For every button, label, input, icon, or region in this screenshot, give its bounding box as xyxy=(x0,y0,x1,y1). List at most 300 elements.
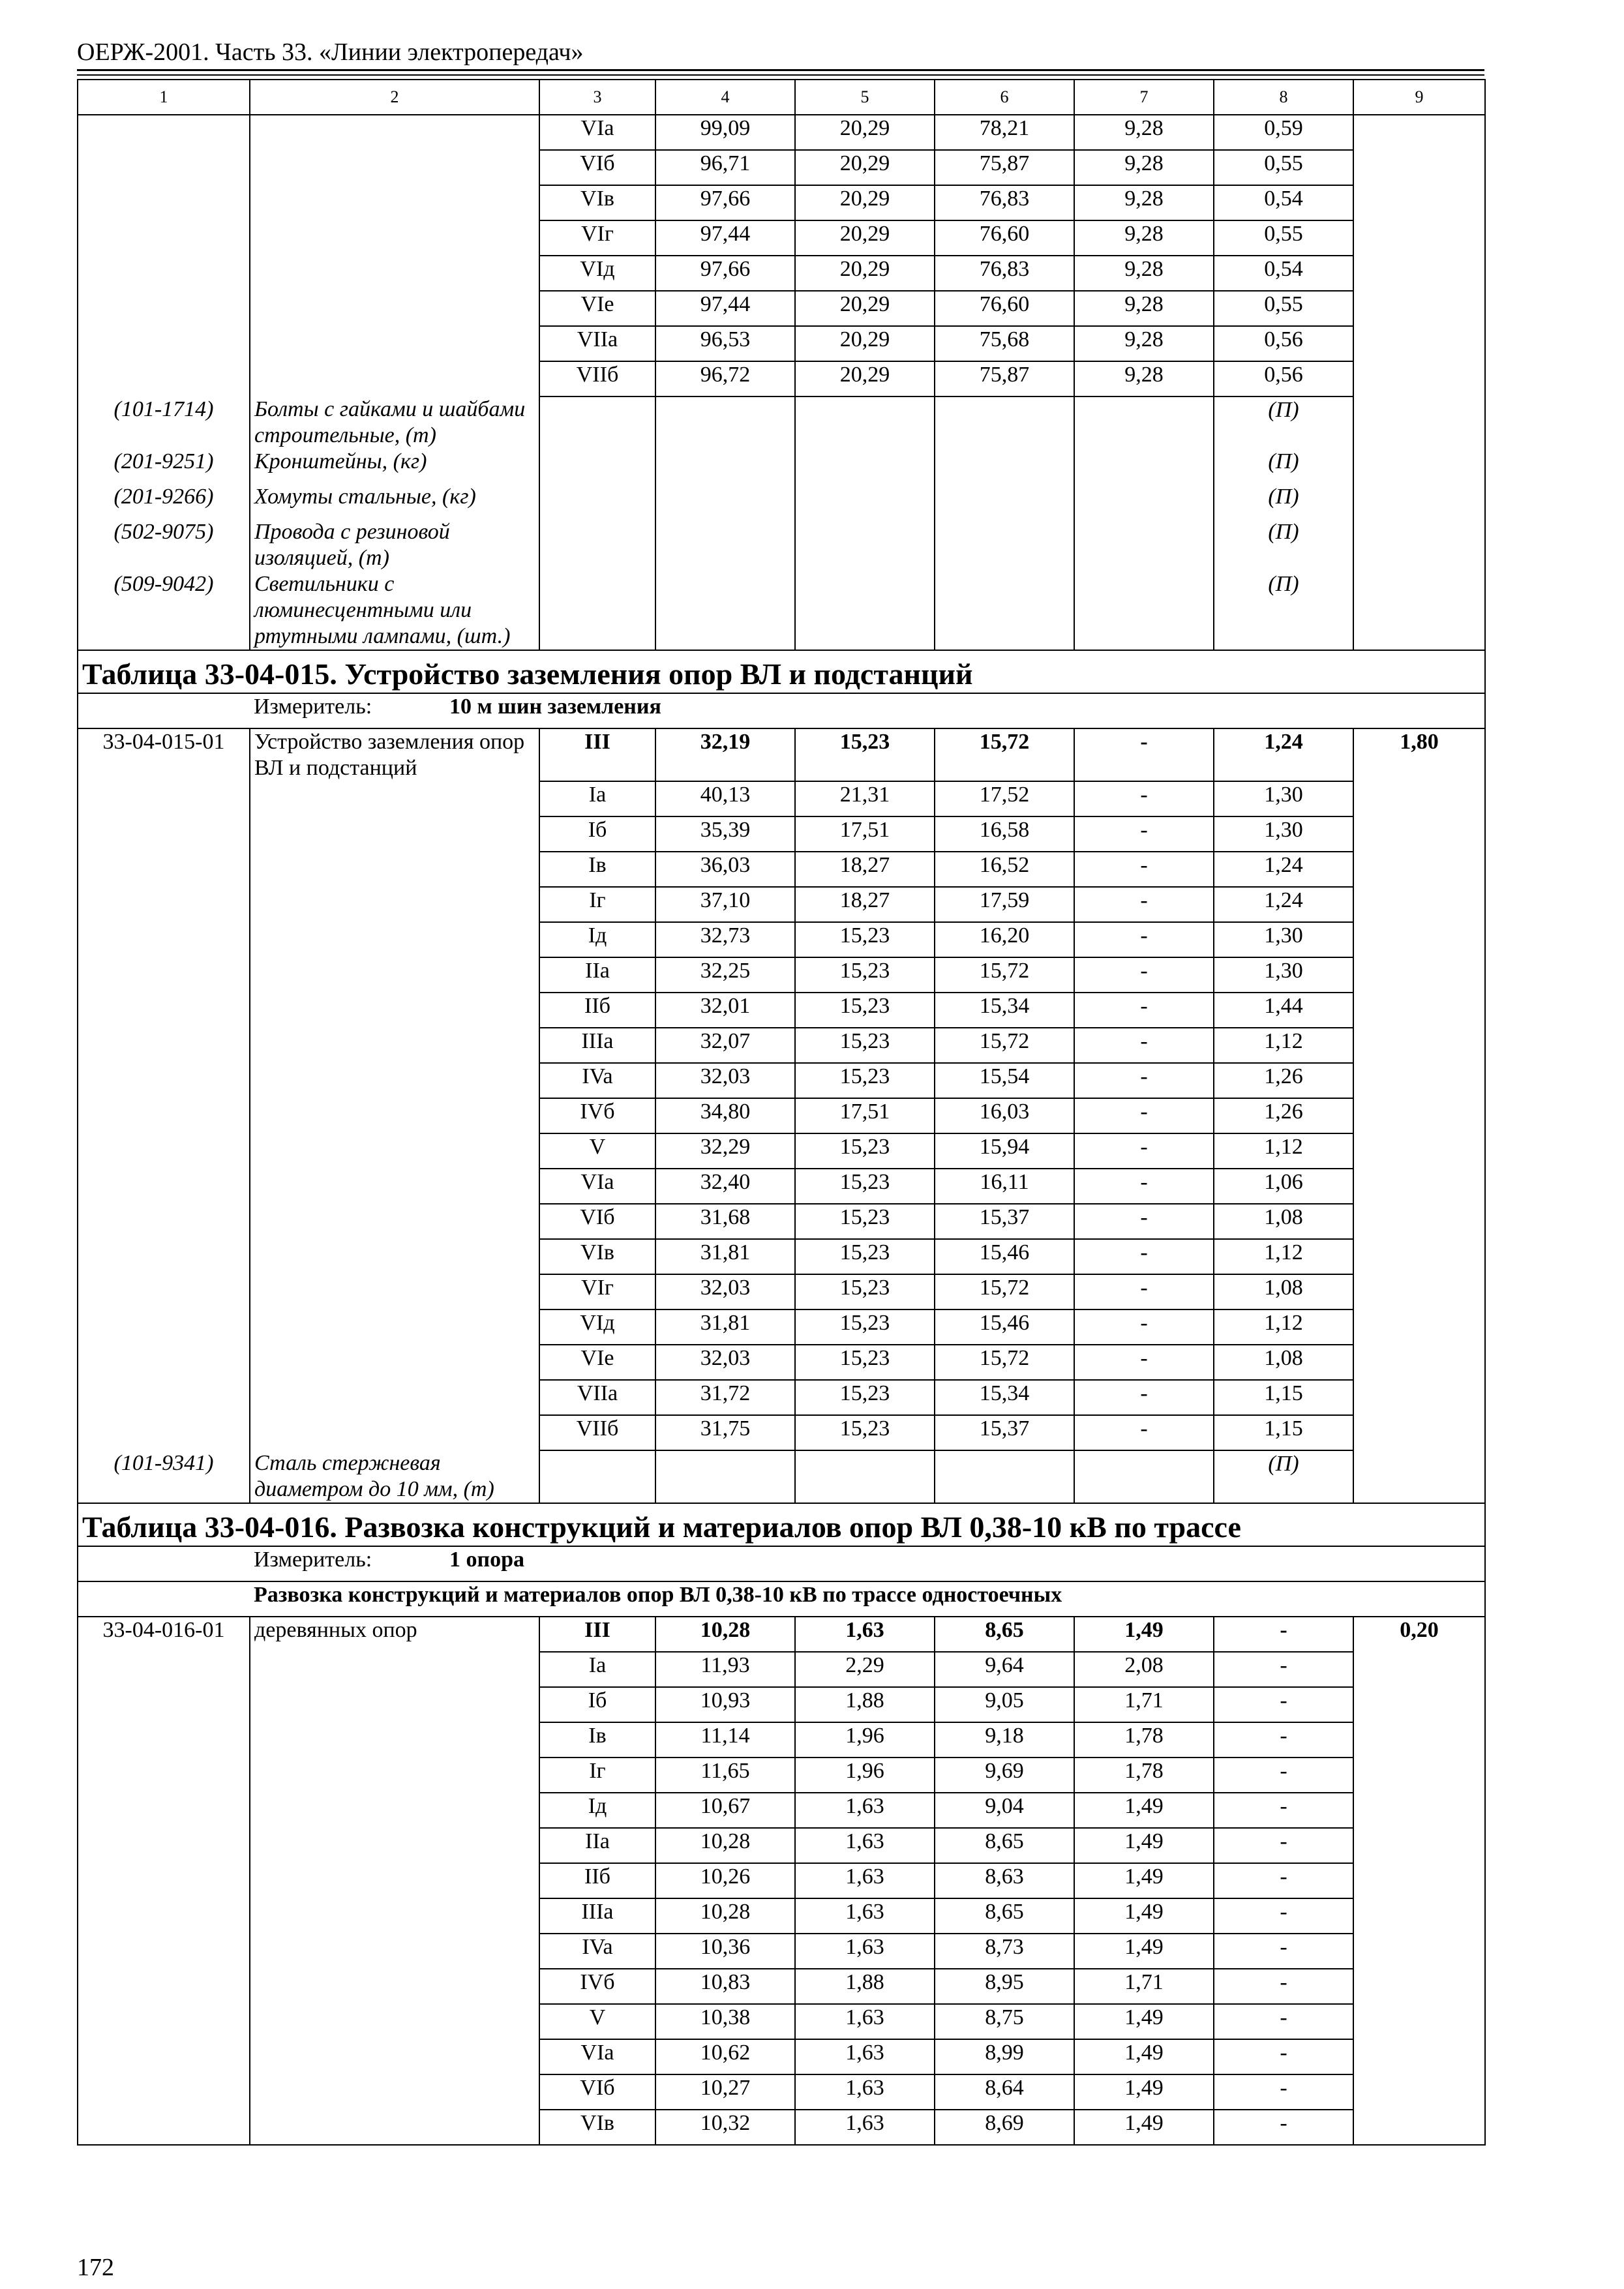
table-cell: VIб xyxy=(539,150,655,185)
table-cell: VIIa xyxy=(539,326,655,361)
table-cell: 15,23 xyxy=(795,1169,935,1204)
table-cell xyxy=(78,1934,250,1969)
table-row xyxy=(78,1898,1485,1934)
table-cell: 1,63 xyxy=(795,2074,935,2110)
table-cell: 1,30 xyxy=(1214,781,1353,816)
table-cell: 10,32 xyxy=(655,2110,795,2145)
table-cell: 15,23 xyxy=(795,1063,935,1098)
coefficient: 1,80 xyxy=(1353,728,1485,781)
table-cell: 15,37 xyxy=(935,1415,1074,1450)
table-cell: VIв xyxy=(539,1239,655,1274)
table-cell: 0,54 xyxy=(1214,185,1353,220)
table-cell: 1,15 xyxy=(1214,1415,1353,1450)
rate-code: 33-04-015-01 xyxy=(78,728,250,781)
table-cell: Iб xyxy=(539,1687,655,1722)
table-cell: IIб xyxy=(539,993,655,1028)
table-row xyxy=(78,1793,1485,1828)
column-number: 6 xyxy=(935,80,1074,115)
table-cell: VIa xyxy=(539,115,655,150)
table-cell xyxy=(250,115,539,150)
table-cell: IIa xyxy=(539,1828,655,1863)
table-cell xyxy=(1074,396,1214,449)
table-cell xyxy=(1353,816,1485,852)
table-cell xyxy=(78,2039,250,2074)
material-name: Болты с гайками и шайбами строительные, (т) xyxy=(250,396,539,449)
table-cell: 32,03 xyxy=(655,1063,795,1098)
table-cell xyxy=(78,361,250,396)
table-cell: 10,38 xyxy=(655,2004,795,2039)
table-cell: IIб xyxy=(539,1863,655,1898)
table-cell: 1,49 xyxy=(1074,1828,1214,1863)
table-row xyxy=(78,1063,1485,1098)
table-cell: 1,30 xyxy=(1214,816,1353,852)
table-cell: VIIб xyxy=(539,1415,655,1450)
table-cell xyxy=(78,1309,250,1345)
material-row xyxy=(78,449,1485,484)
table-row xyxy=(78,1828,1485,1863)
table-cell: 15,23 xyxy=(795,728,935,781)
table-cell xyxy=(1353,256,1485,291)
table-cell xyxy=(1353,1898,1485,1934)
table-cell: - xyxy=(1074,1204,1214,1239)
table-cell: Ia xyxy=(539,781,655,816)
table-cell xyxy=(1353,993,1485,1028)
table-cell xyxy=(250,1828,539,1863)
table-cell xyxy=(1074,1450,1214,1503)
table-cell: 36,03 xyxy=(655,852,795,887)
table-cell: 9,28 xyxy=(1074,150,1214,185)
table-cell xyxy=(250,781,539,816)
table-cell xyxy=(250,1204,539,1239)
measure-unit xyxy=(250,1546,1485,1581)
table-cell xyxy=(78,2110,250,2145)
table-row xyxy=(78,957,1485,993)
table-cell xyxy=(1353,957,1485,993)
table-cell xyxy=(1353,1969,1485,2004)
table-cell: 8,69 xyxy=(935,2110,1074,2145)
column-number: 8 xyxy=(1214,80,1353,115)
table-cell xyxy=(78,185,250,220)
table-cell xyxy=(935,1450,1074,1503)
table-row xyxy=(78,256,1485,291)
table-cell: 75,68 xyxy=(935,326,1074,361)
material-code: (509-9042) xyxy=(78,571,250,650)
table-cell xyxy=(795,571,935,650)
table-cell: 10,62 xyxy=(655,2039,795,2074)
table-cell: VIв xyxy=(539,2110,655,2145)
table-cell xyxy=(1353,291,1485,326)
table-cell: VIIб xyxy=(539,361,655,396)
table-cell: Iг xyxy=(539,1758,655,1793)
rates-table xyxy=(77,79,1486,2146)
table-cell: 1,26 xyxy=(1214,1063,1353,1098)
table-cell: - xyxy=(1214,1898,1353,1934)
table-cell: 31,75 xyxy=(655,1415,795,1450)
table-cell: VIa xyxy=(539,2039,655,2074)
table-cell xyxy=(1353,150,1485,185)
table-cell: 15,23 xyxy=(795,1204,935,1239)
table-cell: 31,81 xyxy=(655,1239,795,1274)
table-cell: V xyxy=(539,2004,655,2039)
table-cell: 0,56 xyxy=(1214,326,1353,361)
table-cell xyxy=(655,449,795,484)
table-cell xyxy=(250,993,539,1028)
table-cell: Iг xyxy=(539,887,655,922)
table-cell: 15,72 xyxy=(935,1274,1074,1309)
table-cell: 20,29 xyxy=(795,150,935,185)
table-cell: 9,28 xyxy=(1074,220,1214,256)
material-name: Кронштейны, (кг) xyxy=(250,449,539,484)
table-cell: - xyxy=(1074,781,1214,816)
table-cell: VIб xyxy=(539,2074,655,2110)
table-cell xyxy=(78,1722,250,1758)
table-cell: 15,23 xyxy=(795,1415,935,1450)
table-cell xyxy=(539,449,655,484)
table-cell xyxy=(935,396,1074,449)
column-number: 2 xyxy=(250,80,539,115)
table-cell xyxy=(539,396,655,449)
table-cell: 11,93 xyxy=(655,1652,795,1687)
table-cell: 1,12 xyxy=(1214,1028,1353,1063)
table-row xyxy=(78,1934,1485,1969)
header-rule xyxy=(77,74,1484,76)
table-cell: - xyxy=(1074,993,1214,1028)
table-cell: 1,63 xyxy=(795,1793,935,1828)
material-code: (101-1714) xyxy=(78,396,250,449)
table-cell: 0,56 xyxy=(1214,361,1353,396)
table-cell: 9,64 xyxy=(935,1652,1074,1687)
table-cell xyxy=(250,1133,539,1169)
table-cell: 1,08 xyxy=(1214,1345,1353,1380)
table-cell xyxy=(795,449,935,484)
table-cell: 32,03 xyxy=(655,1345,795,1380)
table-cell: - xyxy=(1074,887,1214,922)
table-cell: 32,07 xyxy=(655,1028,795,1063)
table-cell: 97,66 xyxy=(655,185,795,220)
table-cell xyxy=(78,1169,250,1204)
table-cell: 32,19 xyxy=(655,728,795,781)
measure-label: Измеритель: xyxy=(254,695,372,719)
table-cell: VIд xyxy=(539,1309,655,1345)
table-cell: 1,06 xyxy=(1214,1169,1353,1204)
material-mark: (П) xyxy=(1214,571,1353,650)
material-code: (101-9341) xyxy=(78,1450,250,1503)
column-number: 1 xyxy=(78,80,250,115)
material-name: Сталь стержневая диаметром до 10 мм, (т) xyxy=(250,1450,539,1503)
material-name: Провода с резиновой изоляцией, (т) xyxy=(250,519,539,571)
measure-unit xyxy=(250,693,1485,728)
table-cell: 1,63 xyxy=(795,1934,935,1969)
table-cell xyxy=(250,1793,539,1828)
page-header: ОЕРЖ-2001. Часть 33. «Линии электропередач» xyxy=(77,38,584,66)
table-cell xyxy=(250,2039,539,2074)
table-cell: - xyxy=(1074,1274,1214,1309)
table-cell xyxy=(1353,1239,1485,1274)
table-cell: 20,29 xyxy=(795,220,935,256)
table-row xyxy=(78,1687,1485,1722)
table-cell: 21,31 xyxy=(795,781,935,816)
table-cell: 1,26 xyxy=(1214,1098,1353,1133)
table-row xyxy=(78,2039,1485,2074)
table-cell: 1,78 xyxy=(1074,1758,1214,1793)
table-cell xyxy=(250,326,539,361)
column-number: 9 xyxy=(1353,80,1485,115)
column-number-row xyxy=(78,80,1485,115)
table-cell: 1,63 xyxy=(795,2110,935,2145)
table-cell xyxy=(1353,1274,1485,1309)
table-cell: VIг xyxy=(539,220,655,256)
table-cell xyxy=(1353,115,1485,150)
table-cell: 1,30 xyxy=(1214,957,1353,993)
table-cell: 1,71 xyxy=(1074,1687,1214,1722)
table-row xyxy=(78,150,1485,185)
table-cell: 37,10 xyxy=(655,887,795,922)
table-row xyxy=(78,2004,1485,2039)
measure-label: Измеритель: xyxy=(254,1548,372,1572)
table-cell xyxy=(1353,361,1485,396)
table-row xyxy=(78,1133,1485,1169)
table-cell: 10,28 xyxy=(655,1617,795,1652)
rate-name: Устройство заземления опор ВЛ и подстанций xyxy=(250,728,539,781)
table-cell xyxy=(795,396,935,449)
table-cell: - xyxy=(1074,1415,1214,1450)
table-cell xyxy=(795,1450,935,1503)
table-cell: 20,29 xyxy=(795,326,935,361)
subtitle-row xyxy=(78,1581,1485,1617)
table-cell: 0,55 xyxy=(1214,291,1353,326)
table-cell xyxy=(1353,1450,1485,1503)
table-cell: VIд xyxy=(539,256,655,291)
header-rule xyxy=(77,69,1484,71)
table-cell: - xyxy=(1074,728,1214,781)
table-cell xyxy=(1353,1828,1485,1863)
table-cell: VIa xyxy=(539,1169,655,1204)
table-cell xyxy=(78,922,250,957)
table-cell: 1,49 xyxy=(1074,2074,1214,2110)
table-cell: 15,23 xyxy=(795,993,935,1028)
table-cell: 15,72 xyxy=(935,1345,1074,1380)
table-cell xyxy=(250,1934,539,1969)
table-row xyxy=(78,922,1485,957)
table-cell xyxy=(1353,1687,1485,1722)
table-cell: 9,28 xyxy=(1074,291,1214,326)
table-cell xyxy=(250,1969,539,2004)
table-cell: 8,99 xyxy=(935,2039,1074,2074)
table-cell: 1,12 xyxy=(1214,1239,1353,1274)
table-row xyxy=(78,852,1485,887)
material-code: (201-9251) xyxy=(78,449,250,484)
table-cell: 76,83 xyxy=(935,256,1074,291)
table-cell xyxy=(250,2074,539,2110)
table-cell: 20,29 xyxy=(795,291,935,326)
table-cell: 8,75 xyxy=(935,2004,1074,2039)
table-cell: 1,49 xyxy=(1074,1617,1214,1652)
table-row xyxy=(78,1722,1485,1758)
table-cell xyxy=(1353,922,1485,957)
material-mark: (П) xyxy=(1214,449,1353,484)
table-cell: 20,29 xyxy=(795,361,935,396)
material-row xyxy=(78,571,1485,650)
table-cell xyxy=(78,781,250,816)
table-cell: - xyxy=(1074,1309,1214,1345)
table-cell: 17,52 xyxy=(935,781,1074,816)
table-cell: 10,93 xyxy=(655,1687,795,1722)
measure-value: 1 опора xyxy=(449,1548,524,1572)
table-row xyxy=(78,1028,1485,1063)
table-row xyxy=(78,1274,1485,1309)
table-cell xyxy=(78,1581,250,1617)
table-cell xyxy=(78,2004,250,2039)
table-cell xyxy=(1074,519,1214,571)
table-row xyxy=(78,1415,1485,1450)
table-row xyxy=(78,1345,1485,1380)
table-cell: 1,24 xyxy=(1214,728,1353,781)
table-cell: - xyxy=(1074,1380,1214,1415)
table-cell: V xyxy=(539,1133,655,1169)
column-number: 3 xyxy=(539,80,655,115)
table-cell: IVa xyxy=(539,1063,655,1098)
table-row xyxy=(78,1380,1485,1415)
table-cell xyxy=(250,1239,539,1274)
table-cell: 76,60 xyxy=(935,291,1074,326)
table-row xyxy=(78,993,1485,1028)
table-cell xyxy=(78,693,250,728)
table-row xyxy=(78,728,1485,781)
table-cell xyxy=(1353,1652,1485,1687)
table-cell xyxy=(78,1652,250,1687)
material-code: (201-9266) xyxy=(78,484,250,519)
table-cell: 0,59 xyxy=(1214,115,1353,150)
table-cell xyxy=(78,957,250,993)
table-cell: - xyxy=(1214,1828,1353,1863)
table-row xyxy=(78,1169,1485,1204)
table-row xyxy=(78,1969,1485,2004)
table-cell xyxy=(1353,1028,1485,1063)
table-cell xyxy=(250,361,539,396)
table-cell: 10,28 xyxy=(655,1828,795,1863)
table-cell: VIг xyxy=(539,1274,655,1309)
table-cell xyxy=(78,1793,250,1828)
table-cell: IIIa xyxy=(539,1898,655,1934)
table-cell: Ia xyxy=(539,1652,655,1687)
table-cell: Iв xyxy=(539,852,655,887)
material-code: (502-9075) xyxy=(78,519,250,571)
table-cell xyxy=(1353,1934,1485,1969)
table-cell: 1,49 xyxy=(1074,1793,1214,1828)
table-cell: 32,40 xyxy=(655,1169,795,1204)
table-cell xyxy=(78,326,250,361)
table-cell: 0,55 xyxy=(1214,220,1353,256)
table-cell: 15,23 xyxy=(795,1133,935,1169)
table-cell xyxy=(250,1028,539,1063)
table-cell xyxy=(539,1450,655,1503)
table-cell xyxy=(250,1380,539,1415)
table-cell: 15,72 xyxy=(935,728,1074,781)
material-mark: (П) xyxy=(1214,1450,1353,1503)
table-cell: 15,34 xyxy=(935,1380,1074,1415)
table-cell: - xyxy=(1214,1722,1353,1758)
table-cell xyxy=(78,1828,250,1863)
measure-row xyxy=(78,1546,1485,1581)
table-cell: 15,72 xyxy=(935,957,1074,993)
table-cell xyxy=(250,1309,539,1345)
table-cell: 1,12 xyxy=(1214,1309,1353,1345)
table-cell xyxy=(78,1863,250,1898)
table-cell: 96,53 xyxy=(655,326,795,361)
table-cell: - xyxy=(1214,1687,1353,1722)
table-cell: 1,96 xyxy=(795,1758,935,1793)
table-row xyxy=(78,115,1485,150)
table-cell xyxy=(78,291,250,326)
table-cell xyxy=(1353,2110,1485,2145)
table-cell: 32,29 xyxy=(655,1133,795,1169)
table-row xyxy=(78,185,1485,220)
table-row xyxy=(78,1652,1485,1687)
table-cell: 1,49 xyxy=(1074,2004,1214,2039)
table-cell xyxy=(1353,519,1485,571)
table-cell: 1,63 xyxy=(795,1863,935,1898)
table-cell: 32,01 xyxy=(655,993,795,1028)
table-cell: 9,69 xyxy=(935,1758,1074,1793)
rate-code: 33-04-016-01 xyxy=(78,1617,250,1652)
table-title: Таблица 33-04-015. Устройство заземления опор ВЛ и подстанций xyxy=(78,650,1485,693)
table-cell xyxy=(250,256,539,291)
table-cell xyxy=(1353,1793,1485,1828)
material-mark: (П) xyxy=(1214,396,1353,449)
table-cell: IIIa xyxy=(539,1028,655,1063)
table-cell xyxy=(250,1687,539,1722)
table-row xyxy=(78,361,1485,396)
table-cell xyxy=(935,449,1074,484)
page-number: 172 xyxy=(77,2254,114,2281)
table-cell: - xyxy=(1074,816,1214,852)
table-cell: 8,64 xyxy=(935,2074,1074,2110)
table-cell xyxy=(795,519,935,571)
table-cell xyxy=(1353,571,1485,650)
table-cell: 16,52 xyxy=(935,852,1074,887)
table-cell: 75,87 xyxy=(935,150,1074,185)
column-number: 4 xyxy=(655,80,795,115)
table-cell: - xyxy=(1214,1969,1353,2004)
table-cell xyxy=(1353,1098,1485,1133)
table-cell: 15,23 xyxy=(795,1345,935,1380)
table-cell: 1,49 xyxy=(1074,1863,1214,1898)
table-cell: 10,28 xyxy=(655,1898,795,1934)
table-cell xyxy=(78,2074,250,2110)
table-cell: 8,65 xyxy=(935,1828,1074,1863)
table-cell: 8,65 xyxy=(935,1617,1074,1652)
table-row xyxy=(78,887,1485,922)
table-cell: 32,73 xyxy=(655,922,795,957)
table-cell xyxy=(250,957,539,993)
table-cell: 1,08 xyxy=(1214,1204,1353,1239)
table-cell xyxy=(78,1345,250,1380)
table-cell: - xyxy=(1214,2039,1353,2074)
table-cell xyxy=(78,115,250,150)
coefficient: 0,20 xyxy=(1353,1617,1485,1652)
table-cell: Iб xyxy=(539,816,655,852)
table-cell xyxy=(1353,1758,1485,1793)
table-cell: 1,78 xyxy=(1074,1722,1214,1758)
table-cell: - xyxy=(1074,1028,1214,1063)
table-cell: 10,67 xyxy=(655,1793,795,1828)
table-cell: VIв xyxy=(539,185,655,220)
table-cell: 15,23 xyxy=(795,1274,935,1309)
table-cell xyxy=(655,519,795,571)
table-cell: 1,63 xyxy=(795,1617,935,1652)
table-cell: 11,65 xyxy=(655,1758,795,1793)
table-cell xyxy=(655,1450,795,1503)
